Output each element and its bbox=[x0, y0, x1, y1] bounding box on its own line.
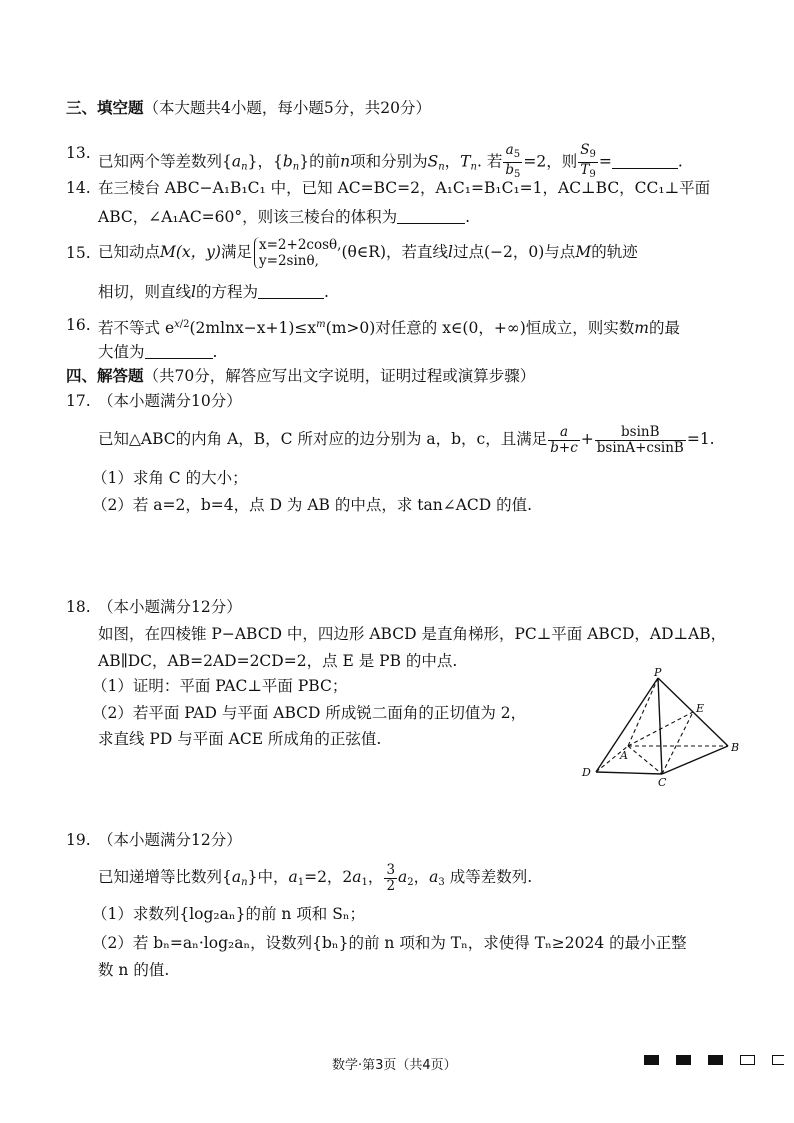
q19-score: （本小题满分12分） bbox=[98, 831, 242, 849]
q13-number: 13. bbox=[66, 144, 91, 162]
q15-text: 已知动点M(x，y)满足 x=2+2cosθ, y=2sinθ, (θ∈R)，若直线l过点(−2，0)与点M的轨迹 bbox=[98, 237, 638, 269]
q16-line1: 若不等式 $e^{x/2}(2mlnx-x+1)\le x^m(m>0)$对任意的 x∈(0，+∞)恒成立，则实数m的最 bbox=[98, 319, 680, 337]
edge-PC bbox=[658, 678, 662, 774]
answer-blank bbox=[258, 284, 324, 299]
q17-stem: 已知△ABC的内角 A，B，C 所对应的边分别为 a，b，c，且满足 $\frac{a}{b+c}$ + $\frac{bsinB}{bsinA+csinB}$ =1. bbox=[98, 423, 715, 456]
q16-number: 16. bbox=[66, 316, 91, 334]
q15-line2: 相切，则直线l的方程为 . bbox=[98, 283, 329, 301]
label-C: C bbox=[658, 776, 667, 788]
section3-heading: 三、填空题（本大题共4小题，每小题5分，共20分） bbox=[66, 99, 431, 117]
q17-part1: （1）求角 C 的大小； bbox=[92, 469, 248, 487]
q18-part1: （1）证明：平面 PAC⊥平面 PBC； bbox=[92, 677, 348, 695]
q16-line2: 大值为 . bbox=[98, 343, 218, 361]
label-A: A bbox=[620, 749, 628, 762]
section4-heading: 四、解答题（共70分，解答应写出文字说明，证明过程或演算步骤） bbox=[66, 367, 536, 385]
q18-part2: （2）若平面 PAD 与平面 ABCD 所成锐二面角的正切值为 2， bbox=[92, 704, 527, 722]
answer-blank bbox=[397, 209, 465, 224]
label-B: B bbox=[731, 741, 740, 754]
q19-part2-cont: 数 n 的值. bbox=[98, 961, 170, 979]
label-D: D bbox=[582, 766, 591, 779]
footer-mark-filled bbox=[644, 1055, 659, 1065]
q18-number: 18. bbox=[66, 598, 91, 616]
q17-score: （本小题满分10分） bbox=[98, 392, 242, 410]
q18-part2-cont: 求直线 PD 与平面 ACE 所成角的正弦值. bbox=[98, 730, 382, 748]
q19-part2: （2）若 bₙ=aₙ·log₂aₙ，设数列{bₙ}的前 n 项和为 Tₙ，求使得 Tₙ≥2024 的最小正整 bbox=[92, 934, 687, 952]
edge-AC bbox=[628, 746, 662, 774]
q14-line1: 在三棱台 ABC−A₁B₁C₁ 中，已知 AC=BC=2，A₁C₁=B₁C₁=1，AC⊥BC，CC₁⊥平面 bbox=[98, 179, 711, 197]
page-footer: 数学·第3页（共4页） bbox=[332, 1058, 457, 1073]
q14-number: 14. bbox=[66, 179, 91, 197]
q19-stem: 已知递增等比数列$\{a_n\}$中，$a_1=2$，$2a_1$， $\frac{3}{2}$ $a_2$，$a_3$ 成等差数列. bbox=[98, 861, 533, 894]
pyramid-figure bbox=[578, 668, 748, 788]
answer-blank bbox=[612, 154, 678, 169]
label-E: E bbox=[696, 702, 705, 715]
footer-mark-empty bbox=[740, 1055, 755, 1065]
q19-part1: （1）求数列{log₂aₙ}的前 n 项和 Sₙ； bbox=[92, 905, 366, 923]
q19-number: 19. bbox=[66, 831, 91, 849]
footer-mark-filled bbox=[708, 1055, 723, 1065]
edge-DC bbox=[596, 772, 662, 774]
q18-line2: AB∥DC，AB=2AD=2CD=2，点 E 是 PB 的中点. bbox=[98, 652, 458, 670]
q18-score: （本小题满分12分） bbox=[98, 598, 242, 616]
edge-CE bbox=[662, 712, 693, 774]
q15-number: 15. bbox=[66, 244, 91, 262]
edge-CB bbox=[662, 746, 728, 774]
q18-line1: 如图，在四棱锥 P−ABCD 中，四边形 ABCD 是直角梯形，PC⊥平面 ABCD，AD⊥AB， bbox=[98, 625, 727, 643]
q17-part2: （2）若 a=2，b=4，点 D 为 AB 的中点，求 tan∠ACD 的值. bbox=[92, 496, 533, 514]
edge-PA bbox=[628, 678, 658, 746]
footer-mark-filled bbox=[676, 1055, 691, 1065]
answer-blank bbox=[145, 344, 213, 359]
q13-text: 已知两个等差数列$\{a_n\}$，$\{b_n\}$的前n项和分别为$S_n$，$T_n$. 若 $\frac{a_5}{b_5}$ =2，则 $\frac{S_9}{T_9}$ = . bbox=[98, 142, 683, 180]
label-P: P bbox=[654, 668, 662, 679]
q17-number: 17. bbox=[66, 392, 91, 410]
footer-mark-empty bbox=[772, 1055, 784, 1065]
q14-line2: ABC，∠A₁AC=60°，则该三棱台的体积为 . bbox=[98, 208, 471, 226]
